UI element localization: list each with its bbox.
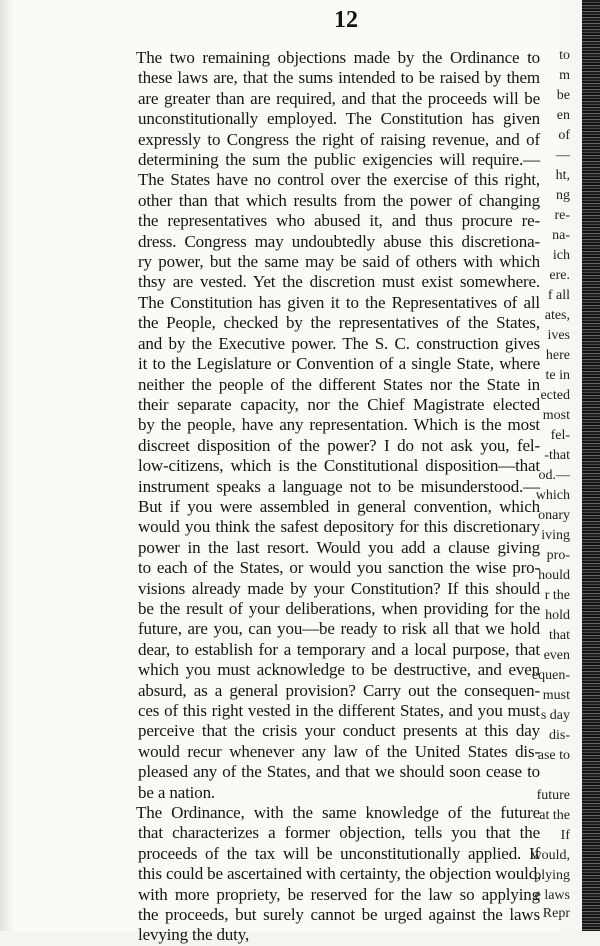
text-line: the proceeds, but surely cannot be urged against the laws xyxy=(138,905,540,925)
bleed-through-text: pro- xyxy=(546,548,570,563)
bleed-through-text: at the xyxy=(539,808,570,823)
text-line: would you think the safest depository for this discretionary xyxy=(138,517,540,537)
body-text xyxy=(118,48,540,946)
text-line: pleased any of the States, and that we should soon cease to xyxy=(138,762,540,782)
bleed-through-text: be xyxy=(556,88,570,103)
text-line: to each of the States, or would you sanction the wise pro- xyxy=(138,558,540,578)
bleed-through-text: s day xyxy=(540,708,570,723)
bleed-through-text: equen- xyxy=(531,668,570,683)
bleed-through-text: onary xyxy=(538,508,570,523)
bleed-through-text: ected xyxy=(540,388,570,403)
bleed-through-text: hold xyxy=(545,608,570,623)
bleed-through-text: -that xyxy=(544,448,570,463)
bleed-through-text: must xyxy=(542,688,570,703)
bleed-through-text: plying xyxy=(534,868,570,883)
bleed-through-text: to xyxy=(559,48,570,63)
text-line: The two remaining objections made by the Ordinance to xyxy=(136,48,540,67)
text-line: the representatives who abused it, and thus procure re- xyxy=(138,211,540,231)
text-line: would recur whenever any law of the United States dis- xyxy=(138,741,540,761)
bleed-through-text: fel- xyxy=(550,428,570,443)
text-line: But if you were assembled in general convention, which xyxy=(138,496,540,516)
book-binding-edge xyxy=(582,0,600,931)
text-line: visions already made by your Constitution? If this should xyxy=(138,578,540,598)
text-line: The States have no control over the exercise of this right, xyxy=(138,170,540,190)
page-edge-shadow xyxy=(0,0,14,931)
bleed-through-text: ere. xyxy=(549,268,570,283)
bleed-through-text: would, xyxy=(531,848,570,863)
text-line: unconstitutionally employed. The Constitution has given xyxy=(138,109,540,129)
bleed-through-text: na- xyxy=(552,228,570,243)
text-line: expressly to Congress the right of raising revenue, and of xyxy=(138,129,540,149)
bleed-through-text: od.— xyxy=(538,468,570,483)
text-line: thsy are vested. Yet the discretion must exist somewhere. xyxy=(138,272,540,292)
text-line: dear, to establish for a temporary and a local purpose, that xyxy=(138,639,540,659)
text-line: future, are you, can you—be ready to risk all that we hold xyxy=(138,619,540,639)
text-line: that characterizes a former objection, tells you that the xyxy=(138,823,540,843)
text-line: these laws are, that the sums intended to be raised by them xyxy=(138,68,540,88)
text-line: low-citizens, which is the Constitutional disposition—that xyxy=(138,456,540,476)
text-line: determining the sum the public exigencies will require.— xyxy=(138,150,540,170)
text-line: The Constitution has given it to the Representatives of all xyxy=(138,292,540,312)
text-line: instrument speaks a language not to be misunderstood.— xyxy=(138,476,540,496)
paragraph-2 xyxy=(118,803,540,946)
bleed-through-text: ives xyxy=(547,328,570,343)
text-line: The Ordinance, with the same knowledge of the future xyxy=(136,803,540,823)
text-line: other than that which results from the power of changing xyxy=(138,190,540,210)
text-line: their separate capacity, nor the Chief Magistrate elected xyxy=(138,394,540,414)
text-line: by the people, have any representation. Which is the most xyxy=(138,415,540,435)
text-line: neither the people of the different States nor the State in xyxy=(138,374,540,394)
page-number: 12 xyxy=(334,7,358,33)
text-line: are greater than are required, and that the proceeds will be xyxy=(138,88,540,108)
bleed-through-text: ates, xyxy=(544,308,570,323)
bleed-through-text: en xyxy=(556,108,570,123)
text-line: dress. Congress may undoubtedly abuse this discretiona- xyxy=(138,231,540,251)
bleed-through-text: dis- xyxy=(549,728,570,743)
text-line: and by the Executive power. The S. C. construction gives xyxy=(138,333,540,353)
bleed-through-text: e laws xyxy=(534,888,570,903)
text-line: ces of this right vested in the different States, and you must xyxy=(138,701,540,720)
bleed-through-text: that xyxy=(549,628,570,643)
bleed-through-text: te in xyxy=(545,368,570,383)
text-line: it to the Legislature or Convention of a single State, where xyxy=(138,354,540,374)
text-line: with more propriety, be reserved for the law so applying xyxy=(138,884,540,904)
bleed-through-text: ng xyxy=(556,188,570,203)
bleed-through-text: ht, xyxy=(555,168,570,183)
text-line: ry power, but the same may be said of others with which xyxy=(138,252,540,272)
bleed-through-text: which xyxy=(535,488,570,503)
text-line: be a nation. xyxy=(138,782,216,802)
bleed-through-text: If xyxy=(560,828,570,843)
bleed-through-text: ase to xyxy=(537,748,570,763)
bleed-through-text: iving xyxy=(541,528,570,543)
bleed-through-text: even xyxy=(543,648,570,663)
bleed-through-text: f all xyxy=(547,288,570,303)
bleed-through-text: most xyxy=(542,408,570,423)
paragraph-1 xyxy=(118,48,540,803)
bleed-through-text: — xyxy=(556,148,570,163)
bleed-through-text: here xyxy=(545,348,570,363)
bleed-through-text: hould xyxy=(538,568,570,583)
text-line: discreet disposition of the power? I do not ask you, fel- xyxy=(138,435,540,455)
text-line: this could be ascertained with certainty, the objection would, xyxy=(138,864,542,884)
bleed-through-text: re- xyxy=(554,208,570,223)
text-line: levying the duty, xyxy=(138,925,250,945)
text-line: which you must acknowledge to be destructive, and even xyxy=(138,660,540,680)
text-line: power in the last resort. Would you add a clause giving xyxy=(138,537,540,557)
text-line: absurd, as a general provision? Carry out the consequen- xyxy=(138,680,540,700)
bleed-through-strip xyxy=(531,0,582,931)
text-line: the People, checked by the representatives of the States, xyxy=(138,313,540,333)
text-line: proceeds of the tax will be unconstitutionally applied. If xyxy=(138,843,540,863)
bleed-through-text: r the xyxy=(544,588,570,603)
bleed-through-text: future xyxy=(536,788,570,803)
text-line: be the result of your deliberations, when providing for the xyxy=(138,598,540,618)
bleed-through-text: m xyxy=(559,68,570,83)
bleed-through-text: of xyxy=(558,128,570,143)
bleed-through-text: Repr xyxy=(542,906,570,921)
text-line: perceive that the crisis your conduct presents at this day xyxy=(138,721,540,741)
bleed-through-text: ich xyxy=(552,248,570,263)
